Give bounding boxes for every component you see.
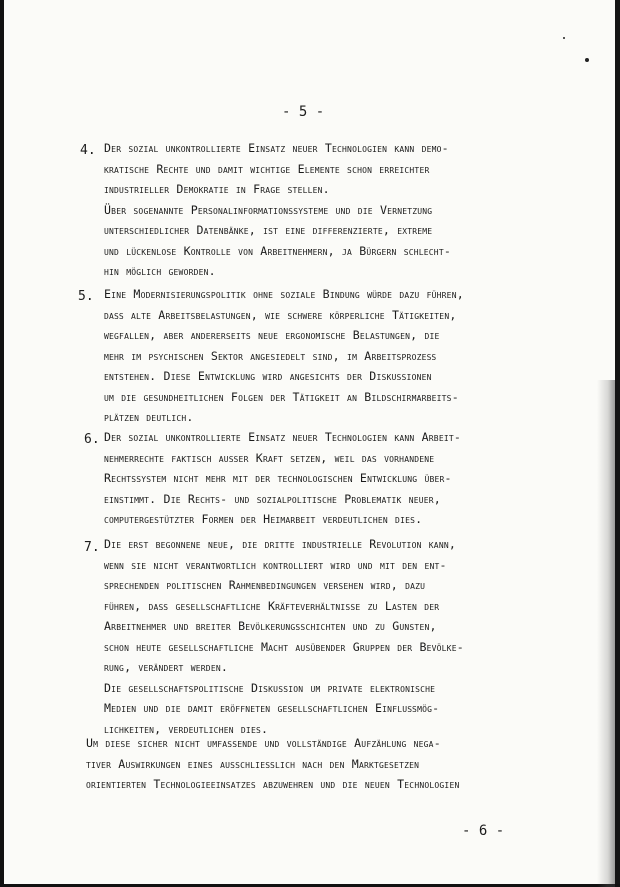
item-text [104,138,451,282]
closing-paragraph [86,733,459,795]
scan-speck [585,58,589,62]
text-line: hin möglich geworden. [104,264,216,278]
text-line: um die gesundheitlichen Folgen der Tätigkeit an Bildschirmarbeits- [104,389,459,404]
page-number-header: - 5 - [282,104,325,120]
text-line: Eine Modernisierungspolitik ohne soziale Bindung würde dazu führen, [104,287,464,301]
item-number: 5. [78,289,94,304]
text-line: nehmerrechte faktisch außer Kraft setzen, weil das vorhandene [104,450,435,465]
text-line: Rechtssystem nicht mehr mit der technologischen Entwicklung über- [104,471,452,485]
text-line: unterschiedlicher Datenbänke, ist eine differenzierte, extreme [104,223,433,237]
scan-edge-left [0,0,4,887]
text-line: einstimmt. Die Rechts- und sozialpolitische Problematik neuer, [104,491,441,506]
text-line: industrieller Demokratie in Frage stellen. [104,182,330,196]
text-line: plätzen deutlich. [104,410,194,424]
text-line: sprechenden politischen Rahmenbedingungen versehen wird, dazu [104,578,426,592]
text-line: Arbeitnehmer und breiter Bevölkerungsschichten und zu Gunsten, [104,619,437,633]
scan-speck [563,37,565,39]
text-line: Medien und die damit eröffneten gesellschaftlichen Einflußmög- [104,701,440,715]
text-line: rung, verändert werden. [104,660,229,674]
text-line: entstehen. Diese Entwicklung wird angesichts der Diskussionen [104,369,432,383]
text-line: daß alte Arbeitsbelastungen, wie schwere körperliche Tätigkeiten, [104,307,457,322]
text-line: Die erst begonnene neue, die dritte industrielle Revolution kann, [104,537,457,551]
text-line: führen, daß gesellschaftliche Kräfteverhältnisse zu Lasten der [104,598,440,613]
page-number-footer: - 6 - [462,823,505,839]
text-line: Die gesellschaftspolitische Diskussion um private elektronische [104,680,436,695]
text-line: mehr im psychischen Sektor angesiedelt sind, im Arbeitsprozeß [104,348,437,363]
scan-edge-right [615,0,620,887]
text-line: computergestützter Formen der Heimarbeit verdeutlichen dies. [104,512,423,526]
item-number: 7. [84,540,100,555]
text-line: orientierten Technologieeinsatzes abzuwehren und die neuen Technologien [86,777,460,791]
item-number: 4. [80,143,96,158]
item-text [104,427,461,530]
text-line: und lückenlose Kontrolle von Arbeitnehmern, ja Bürgern schlecht- [104,243,452,258]
text-line: Der sozial unkontrollierte Einsatz neuer Technologien kann demo- [104,141,449,155]
text-line: Über sogenannte Personalinformationssysteme und die Vernetzung [104,202,433,217]
scan-shadow [597,380,615,887]
text-line: wenn sie nicht verantwortlich kontrolliert wird und mit den ent- [104,557,447,572]
text-line: Um diese sicher nicht umfassende und vollständige Aufzählung nega- [86,736,441,750]
text-line: kratische Rechte und damit wichtige Elemente schon erreichter [104,161,430,176]
text-line: Der sozial unkontrollierte Einsatz neuer Technologien kann Arbeit- [104,430,462,444]
item-text [104,284,464,428]
text-line: wegfallen, aber andererseits neue ergonomische Belastungen, die [104,328,440,342]
item-text [104,534,464,739]
text-line: tiver Auswirkungen eines ausschließlich nach den Marktgesetzen [86,756,420,771]
text-line: schon heute gesellschaftliche Macht ausübender Gruppen der Bevölke- [104,639,464,654]
text-line: lichkeiten, verdeutlichen dies. [104,721,269,736]
item-number: 6. [84,432,100,447]
